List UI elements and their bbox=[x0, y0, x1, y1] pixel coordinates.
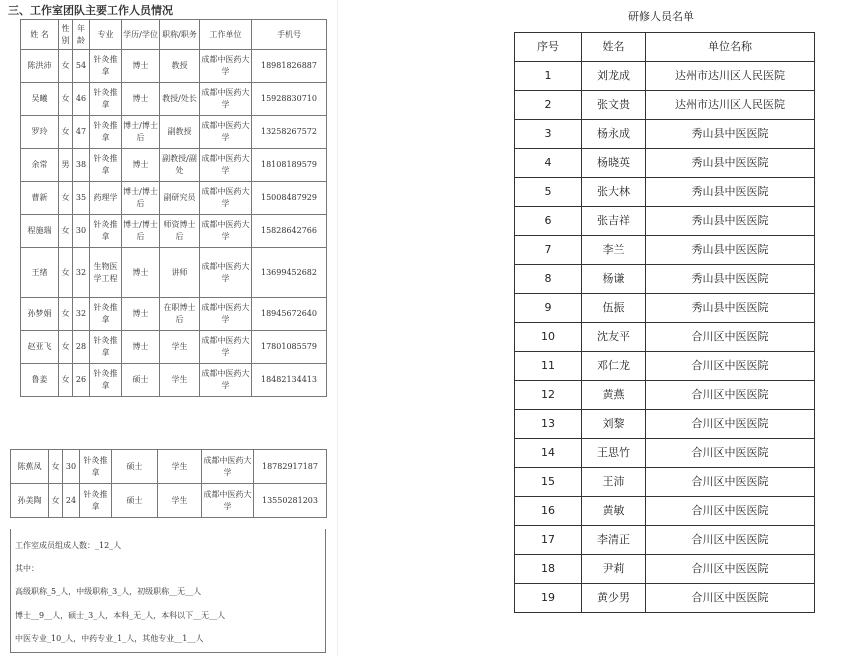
cell-gender: 女 bbox=[59, 364, 73, 397]
cell-phone: 13258267572 bbox=[252, 116, 327, 149]
cell-unit-name: 合川区中医医院 bbox=[646, 497, 815, 526]
team-row bbox=[21, 215, 327, 248]
trainee-row bbox=[515, 497, 815, 526]
cell-unit: 成都中医药大学 bbox=[200, 215, 252, 248]
cell-name: 余常 bbox=[21, 149, 59, 182]
cell-gender: 女 bbox=[59, 182, 73, 215]
cell-degree: 博士/博士后 bbox=[122, 215, 160, 248]
cell-major: 生物医学工程 bbox=[90, 248, 122, 298]
team-table2-body bbox=[11, 450, 327, 518]
cell-name: 曹新 bbox=[21, 182, 59, 215]
trainee-row bbox=[515, 120, 815, 149]
team-row bbox=[11, 484, 327, 518]
cell-index: 3 bbox=[515, 120, 582, 149]
cell-gender: 女 bbox=[59, 116, 73, 149]
summary-titles: 高级职称_5_人，中级职称_3_人，初级职称__无__人 bbox=[15, 587, 202, 596]
cell-unit: 成都中医药大学 bbox=[200, 182, 252, 215]
summary-label: 其中： bbox=[15, 564, 39, 573]
header-name: 姓 名 bbox=[21, 20, 59, 50]
cell-title: 教授/处长 bbox=[160, 83, 200, 116]
cell-degree: 博士/博士后 bbox=[122, 182, 160, 215]
team-row bbox=[21, 50, 327, 83]
trainee-row bbox=[515, 352, 815, 381]
cell-trainee-name: 张大林 bbox=[582, 178, 646, 207]
team-summary bbox=[10, 529, 326, 653]
cell-degree: 硕士 bbox=[112, 450, 158, 484]
trainee-row bbox=[515, 178, 815, 207]
trainee-row bbox=[515, 265, 815, 294]
cell-major: 针灸推拿 bbox=[90, 298, 122, 331]
cell-major: 药理学 bbox=[90, 182, 122, 215]
cell-unit: 成都中医药大学 bbox=[200, 331, 252, 364]
cell-major: 针灸推拿 bbox=[80, 450, 112, 484]
cell-index: 16 bbox=[515, 497, 582, 526]
cell-unit-name: 达州市达川区人民医院 bbox=[646, 91, 815, 120]
header-unit-name: 单位名称 bbox=[646, 33, 815, 62]
cell-major: 针灸推拿 bbox=[90, 331, 122, 364]
team-row bbox=[21, 83, 327, 116]
cell-unit-name: 合川区中医医院 bbox=[646, 584, 815, 613]
trainee-row bbox=[515, 555, 815, 584]
cell-age: 46 bbox=[73, 83, 90, 116]
cell-unit-name: 合川区中医医院 bbox=[646, 381, 815, 410]
team-header-row bbox=[21, 20, 327, 50]
cell-index: 18 bbox=[515, 555, 582, 584]
cell-unit-name: 合川区中医医院 bbox=[646, 468, 815, 497]
trainee-row bbox=[515, 526, 815, 555]
cell-unit-name: 达州市达川区人民医院 bbox=[646, 62, 815, 91]
cell-age: 30 bbox=[63, 450, 80, 484]
cell-major: 针灸推拿 bbox=[90, 215, 122, 248]
cell-title: 教授 bbox=[160, 50, 200, 83]
cell-name: 孙美陶 bbox=[11, 484, 49, 518]
cell-index: 9 bbox=[515, 294, 582, 323]
cell-trainee-name: 王思竹 bbox=[582, 439, 646, 468]
header-phone: 手机号 bbox=[252, 20, 327, 50]
header-age: 年龄 bbox=[73, 20, 90, 50]
cell-trainee-name: 张文贵 bbox=[582, 91, 646, 120]
team-members-table bbox=[20, 19, 327, 397]
team-row bbox=[21, 182, 327, 215]
cell-index: 13 bbox=[515, 410, 582, 439]
cell-trainee-name: 邓仁龙 bbox=[582, 352, 646, 381]
cell-major: 针灸推拿 bbox=[90, 83, 122, 116]
team-members-table-continued bbox=[10, 449, 327, 518]
trainee-row bbox=[515, 323, 815, 352]
cell-index: 17 bbox=[515, 526, 582, 555]
cell-index: 7 bbox=[515, 236, 582, 265]
cell-unit-name: 秀山县中医医院 bbox=[646, 265, 815, 294]
summary-majors: 中医专业_10_人，中药专业_1_人，其他专业__1__人 bbox=[15, 634, 204, 643]
cell-title: 学生 bbox=[158, 484, 202, 518]
header-title: 职称/职务 bbox=[160, 20, 200, 50]
trainee-table bbox=[514, 32, 815, 613]
cell-unit: 成都中医药大学 bbox=[200, 116, 252, 149]
cell-name: 陈洪沛 bbox=[21, 50, 59, 83]
trainee-row bbox=[515, 149, 815, 178]
team-row bbox=[21, 298, 327, 331]
cell-unit: 成都中医药大学 bbox=[200, 298, 252, 331]
cell-title: 副教授 bbox=[160, 116, 200, 149]
cell-age: 26 bbox=[73, 364, 90, 397]
cell-unit: 成都中医药大学 bbox=[202, 484, 254, 518]
team-table-body bbox=[21, 50, 327, 397]
cell-unit: 成都中医药大学 bbox=[200, 364, 252, 397]
header-unit: 工作单位 bbox=[200, 20, 252, 50]
team-section-title: 三、工作室团队主要工作人员情况 bbox=[8, 4, 173, 17]
cell-index: 1 bbox=[515, 62, 582, 91]
cell-index: 11 bbox=[515, 352, 582, 381]
cell-name: 吴曦 bbox=[21, 83, 59, 116]
cell-unit: 成都中医药大学 bbox=[200, 50, 252, 83]
cell-title: 副教授/副处 bbox=[160, 149, 200, 182]
cell-index: 14 bbox=[515, 439, 582, 468]
cell-degree: 博士 bbox=[122, 331, 160, 364]
cell-unit-name: 秀山县中医医院 bbox=[646, 149, 815, 178]
cell-gender: 女 bbox=[59, 50, 73, 83]
cell-index: 12 bbox=[515, 381, 582, 410]
trainee-row bbox=[515, 381, 815, 410]
cell-name: 罗玲 bbox=[21, 116, 59, 149]
trainee-row bbox=[515, 410, 815, 439]
cell-gender: 男 bbox=[59, 149, 73, 182]
trainee-row bbox=[515, 91, 815, 120]
cell-gender: 女 bbox=[59, 215, 73, 248]
cell-title: 学生 bbox=[158, 450, 202, 484]
header-index: 序号 bbox=[515, 33, 582, 62]
cell-degree: 博士 bbox=[122, 298, 160, 331]
cell-phone: 18782917187 bbox=[254, 450, 327, 484]
cell-age: 28 bbox=[73, 331, 90, 364]
cell-name: 孙梦娟 bbox=[21, 298, 59, 331]
cell-trainee-name: 沈友平 bbox=[582, 323, 646, 352]
cell-name: 王绪 bbox=[21, 248, 59, 298]
cell-trainee-name: 黄少男 bbox=[582, 584, 646, 613]
cell-trainee-name: 李兰 bbox=[582, 236, 646, 265]
cell-trainee-name: 王沛 bbox=[582, 468, 646, 497]
header-trainee-name: 姓名 bbox=[582, 33, 646, 62]
cell-index: 4 bbox=[515, 149, 582, 178]
team-row bbox=[21, 364, 327, 397]
cell-phone: 15828642766 bbox=[252, 215, 327, 248]
team-row bbox=[21, 149, 327, 182]
cell-unit: 成都中医药大学 bbox=[200, 83, 252, 116]
cell-major: 针灸推拿 bbox=[90, 116, 122, 149]
cell-trainee-name: 黄燕 bbox=[582, 381, 646, 410]
page-divider bbox=[337, 0, 338, 656]
trainee-list-title: 研修人员名单 bbox=[628, 10, 694, 23]
cell-unit-name: 秀山县中医医院 bbox=[646, 120, 815, 149]
cell-gender: 女 bbox=[59, 331, 73, 364]
cell-age: 32 bbox=[73, 298, 90, 331]
cell-trainee-name: 李清正 bbox=[582, 526, 646, 555]
cell-title: 在职博士后 bbox=[160, 298, 200, 331]
cell-age: 35 bbox=[73, 182, 90, 215]
cell-degree: 博士 bbox=[122, 83, 160, 116]
cell-index: 8 bbox=[515, 265, 582, 294]
cell-degree: 硕士 bbox=[112, 484, 158, 518]
team-row bbox=[21, 331, 327, 364]
cell-unit: 成都中医药大学 bbox=[200, 149, 252, 182]
cell-name: 程施瑞 bbox=[21, 215, 59, 248]
cell-degree: 博士/博士后 bbox=[122, 116, 160, 149]
header-degree: 学历/学位 bbox=[122, 20, 160, 50]
cell-trainee-name: 杨晓英 bbox=[582, 149, 646, 178]
cell-unit-name: 秀山县中医医院 bbox=[646, 294, 815, 323]
cell-gender: 女 bbox=[59, 83, 73, 116]
cell-unit-name: 合川区中医医院 bbox=[646, 352, 815, 381]
trainee-row bbox=[515, 236, 815, 265]
cell-name: 鲁姜 bbox=[21, 364, 59, 397]
trainee-row bbox=[515, 207, 815, 236]
trainee-header-row bbox=[515, 33, 815, 62]
cell-title: 副研究员 bbox=[160, 182, 200, 215]
cell-age: 30 bbox=[73, 215, 90, 248]
cell-phone: 18945672640 bbox=[252, 298, 327, 331]
trainee-row bbox=[515, 62, 815, 91]
cell-trainee-name: 伍振 bbox=[582, 294, 646, 323]
cell-index: 6 bbox=[515, 207, 582, 236]
trainee-row bbox=[515, 584, 815, 613]
cell-age: 38 bbox=[73, 149, 90, 182]
cell-major: 针灸推拿 bbox=[90, 364, 122, 397]
cell-unit-name: 合川区中医医院 bbox=[646, 410, 815, 439]
cell-unit-name: 合川区中医医院 bbox=[646, 526, 815, 555]
cell-trainee-name: 杨谦 bbox=[582, 265, 646, 294]
cell-degree: 博士 bbox=[122, 50, 160, 83]
cell-phone: 17801085579 bbox=[252, 331, 327, 364]
cell-trainee-name: 刘黎 bbox=[582, 410, 646, 439]
cell-unit-name: 秀山县中医医院 bbox=[646, 207, 815, 236]
cell-name: 赵亚飞 bbox=[21, 331, 59, 364]
cell-unit-name: 合川区中医医院 bbox=[646, 555, 815, 584]
cell-gender: 女 bbox=[59, 248, 73, 298]
cell-trainee-name: 尹莉 bbox=[582, 555, 646, 584]
cell-title: 学生 bbox=[160, 364, 200, 397]
cell-index: 15 bbox=[515, 468, 582, 497]
cell-phone: 13699452682 bbox=[252, 248, 327, 298]
cell-index: 5 bbox=[515, 178, 582, 207]
cell-unit-name: 秀山县中医医院 bbox=[646, 178, 815, 207]
cell-degree: 硕士 bbox=[122, 364, 160, 397]
cell-phone: 15008487929 bbox=[252, 182, 327, 215]
team-row bbox=[21, 248, 327, 298]
cell-index: 10 bbox=[515, 323, 582, 352]
cell-phone: 15928830710 bbox=[252, 83, 327, 116]
cell-phone: 13550281203 bbox=[254, 484, 327, 518]
trainee-row bbox=[515, 439, 815, 468]
cell-trainee-name: 杨永成 bbox=[582, 120, 646, 149]
summary-degrees: 博士__9__人，硕士_3_人，本科_无_人，本科以下__无__人 bbox=[15, 611, 226, 620]
cell-gender: 女 bbox=[49, 484, 63, 518]
cell-major: 针灸推拿 bbox=[90, 50, 122, 83]
cell-phone: 18108189579 bbox=[252, 149, 327, 182]
summary-total: 工作室成员组成人数：_12_人 bbox=[15, 541, 122, 550]
cell-unit: 成都中医药大学 bbox=[200, 248, 252, 298]
trainee-row bbox=[515, 294, 815, 323]
trainee-table-body bbox=[515, 62, 815, 613]
team-row bbox=[11, 450, 327, 484]
cell-index: 19 bbox=[515, 584, 582, 613]
cell-age: 54 bbox=[73, 50, 90, 83]
cell-phone: 18482134413 bbox=[252, 364, 327, 397]
cell-age: 32 bbox=[73, 248, 90, 298]
cell-name: 陈蕉凤 bbox=[11, 450, 49, 484]
cell-gender: 女 bbox=[49, 450, 63, 484]
cell-age: 47 bbox=[73, 116, 90, 149]
cell-degree: 博士 bbox=[122, 248, 160, 298]
team-row bbox=[21, 116, 327, 149]
header-major: 专业 bbox=[90, 20, 122, 50]
cell-index: 2 bbox=[515, 91, 582, 120]
cell-major: 针灸推拿 bbox=[80, 484, 112, 518]
cell-title: 讲师 bbox=[160, 248, 200, 298]
cell-unit: 成都中医药大学 bbox=[202, 450, 254, 484]
cell-gender: 女 bbox=[59, 298, 73, 331]
cell-title: 师资博士后 bbox=[160, 215, 200, 248]
cell-degree: 博士 bbox=[122, 149, 160, 182]
cell-trainee-name: 刘龙成 bbox=[582, 62, 646, 91]
header-gender: 性别 bbox=[59, 20, 73, 50]
cell-age: 24 bbox=[63, 484, 80, 518]
cell-unit-name: 秀山县中医医院 bbox=[646, 236, 815, 265]
cell-title: 学生 bbox=[160, 331, 200, 364]
cell-major: 针灸推拿 bbox=[90, 149, 122, 182]
trainee-row bbox=[515, 468, 815, 497]
cell-unit-name: 合川区中医医院 bbox=[646, 439, 815, 468]
cell-trainee-name: 张吉祥 bbox=[582, 207, 646, 236]
cell-trainee-name: 黄敏 bbox=[582, 497, 646, 526]
cell-unit-name: 合川区中医医院 bbox=[646, 323, 815, 352]
cell-phone: 18981826887 bbox=[252, 50, 327, 83]
